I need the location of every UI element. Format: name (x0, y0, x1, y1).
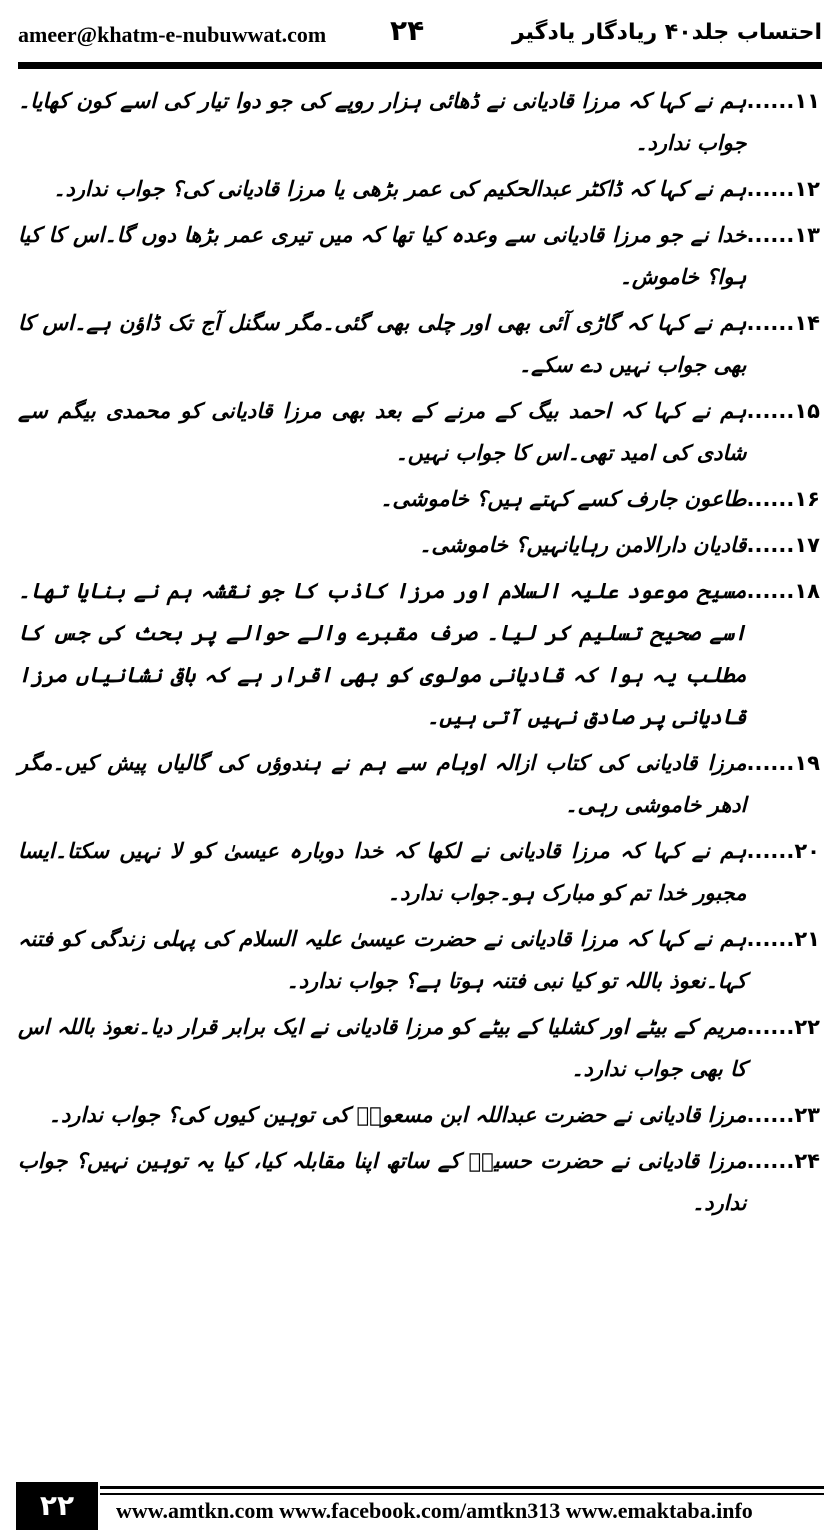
footer-page-number: ۲۲ (16, 1482, 98, 1530)
item-text: ہم نے کہا کہ مرزا قادیانی نے لکھا کہ خدا دوبارہ عیسیٰ کو لا نہیں سکتا۔ایسا مجبور خدا تم کو مبارک ہو۔جواب ندارد۔ (18, 839, 747, 905)
page-footer (16, 1482, 824, 1532)
header-divider (18, 62, 822, 69)
list-item (18, 80, 824, 164)
item-number: ۱۷...... (746, 533, 820, 557)
list-item (18, 742, 824, 826)
header-email: ameer@khatm-e-nubuwwat.com (18, 22, 327, 47)
item-number: ۲۳...... (746, 1103, 820, 1127)
item-number: ۱۱...... (746, 89, 820, 113)
list-item (18, 918, 824, 1002)
item-text: مریم کے بیٹے اور کشلیا کے بیٹے کو مرزا قادیانی نے ایک برابر قرار دیا۔نعوذ باللہ اس کا بھی جواب ندارد۔ (18, 1015, 747, 1081)
item-number: ۱۳...... (746, 223, 820, 247)
list-item (18, 302, 824, 386)
item-number: ۱۸...... (746, 579, 820, 603)
list-item (18, 214, 824, 298)
header-page-number: ۲۴ (390, 14, 425, 47)
item-number: ۲۴...... (746, 1149, 820, 1173)
list-item (18, 1094, 824, 1136)
item-text: مرزا قادیانی کی کتاب ازالہ اوہام سے ہم نے ہندوؤں کی گالیاں پیش کیں۔مگر ادھر خاموشی رہی۔ (18, 751, 747, 817)
footer-links: www.amtkn.com www.facebook.com/amtkn313 www.emaktaba.info (116, 1498, 753, 1523)
list-item (18, 830, 824, 914)
item-text: مرزا قادیانی نے حضرت حسینؓ کے ساتھ اپنا مقابلہ کیا، کیا یہ توہین نہیں؟ جواب ندارد۔ (18, 1149, 747, 1215)
item-list (18, 80, 824, 1478)
page-header (18, 14, 822, 58)
list-item (18, 478, 824, 520)
item-text: ہم نے کہا کہ گاڑی آئی بھی اور چلی بھی گئی۔مگر سگنل آج تک ڈاؤن ہے۔اس کا بھی جواب نہیں دے سکے۔ (18, 311, 747, 377)
item-text: ہم نے کہا کہ ڈاکٹر عبدالحکیم کی عمر بڑھی یا مرزا قادیانی کی؟ جواب ندارد۔ (53, 177, 747, 201)
list-item (18, 168, 824, 210)
item-text: مرزا قادیانی نے حضرت عبداللہ ابن مسعودؓ کی توہین کیوں کی؟ جواب ندارد۔ (48, 1103, 747, 1127)
header-book-title: احتساب جلد۴۰ ریادگار یادگیر (512, 20, 822, 45)
item-text: مسیح موعود علیہ السلام اور مرزا کاذب کا جو نقشہ ہم نے بنایا تھا۔اسے صحیح تسلیم کر لیا۔ صرف مقبرے والے حوالے پر بحث کی جس کا مطلب یہ ہوا کہ قادیانی مولوی کو بھی اقرار ہے کہ باقی نشانیاں مرزا قادیانی پر صادق نہیں آتی ہیں۔ (18, 579, 747, 729)
list-item (18, 524, 824, 566)
item-number: ۲۱...... (746, 927, 820, 951)
list-item (18, 390, 824, 474)
item-text: خدا نے جو مرزا قادیانی سے وعدہ کیا تھا کہ میں تیری عمر بڑھا دوں گا۔اس کا کیا ہوا؟ خاموش۔ (18, 223, 747, 289)
item-number: ۲۰...... (746, 839, 820, 863)
item-number: ۱۶...... (746, 487, 820, 511)
list-item (18, 1140, 824, 1224)
item-text: ہم نے کہا کہ احمد بیگ کے مرنے کے بعد بھی مرزا قادیانی کو محمدی بیگم سے شادی کی امید تھی۔اس کا جواب نہیں۔ (18, 399, 747, 465)
item-text: طاعون جارف کسے کہتے ہیں؟ خاموشی۔ (380, 487, 747, 511)
item-text: ہم نے کہا کہ مرزا قادیانی نے حضرت عیسیٰ علیہ السلام کی پہلی زندگی کو فتنہ کہا۔نعوذ باللہ تو کیا نبی فتنہ ہوتا ہے؟ جواب ندارد۔ (18, 927, 747, 993)
item-number: ۲۲...... (746, 1015, 820, 1039)
footer-divider-top (100, 1486, 824, 1489)
item-number: ۱۹...... (746, 751, 820, 775)
item-number: ۱۵...... (746, 399, 820, 423)
item-number: ۱۴...... (746, 311, 820, 335)
list-item (18, 570, 824, 738)
item-text: قادیان دارالامن رہایانہیں؟ خاموشی۔ (419, 533, 747, 557)
list-item (18, 1006, 824, 1090)
footer-divider-bottom (100, 1493, 824, 1495)
item-text: ہم نے کہا کہ مرزا قادیانی نے ڈھائی ہزار روپے کی جو دوا تیار کی اسے کون کھایا۔ جواب ندارد۔ (18, 89, 747, 155)
item-number: ۱۲...... (746, 177, 820, 201)
